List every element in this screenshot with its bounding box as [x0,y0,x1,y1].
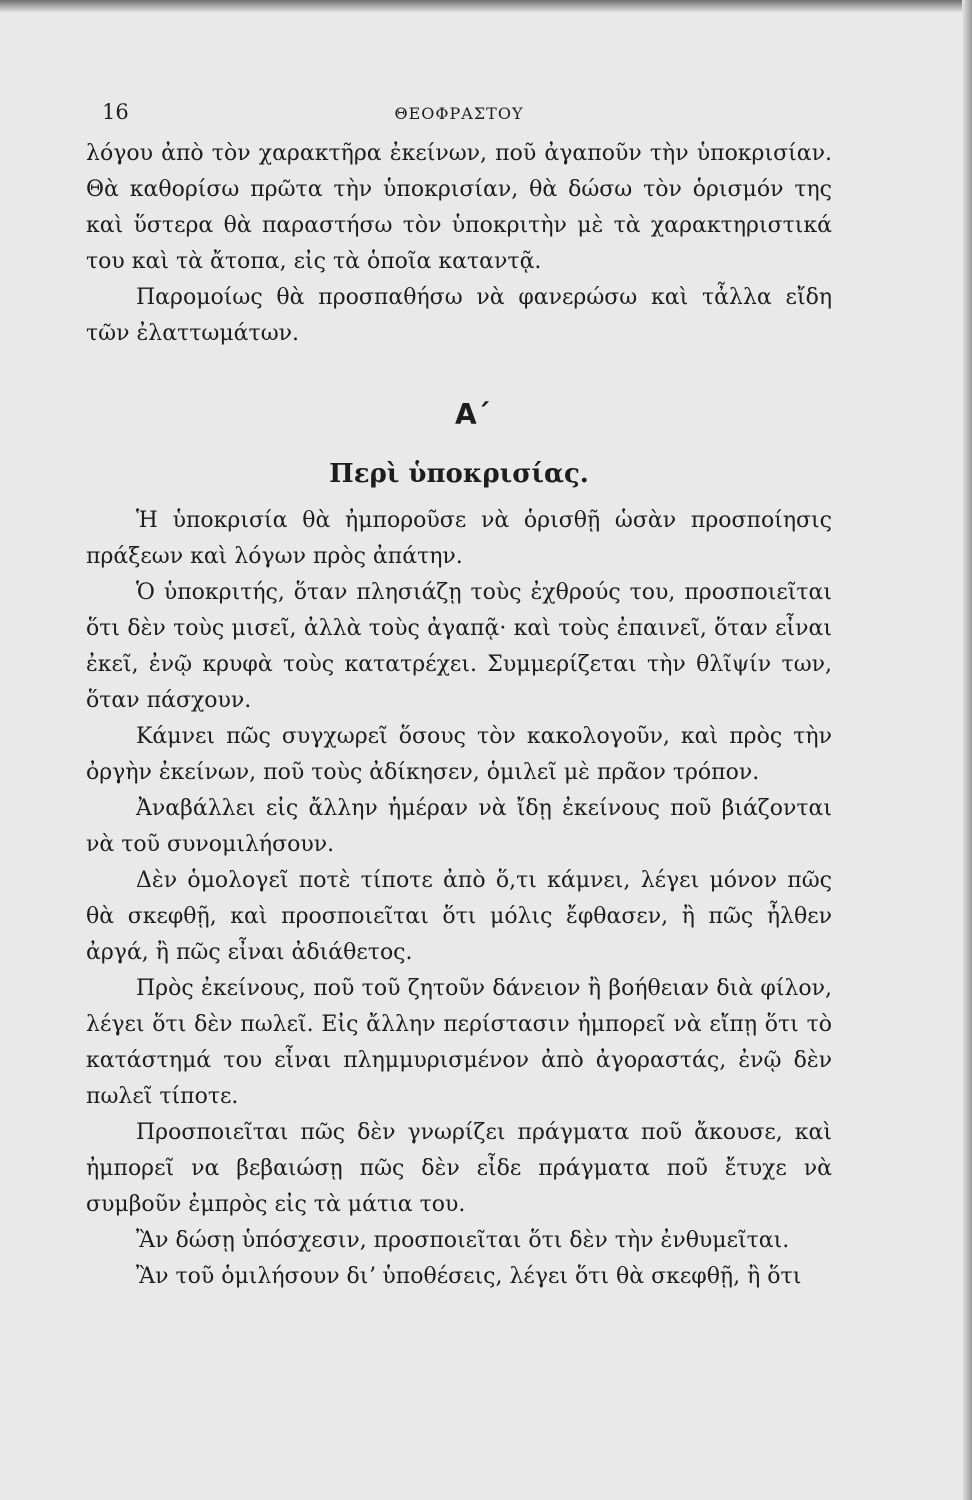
paragraph: Ἂν δώσῃ ὑπόσχεσιν, προσποιεῖται ὅτι δὲν τὴν ἐνθυμεῖται. [136,1228,790,1253]
chapter-number: Α΄ [454,398,490,431]
paragraph: λόγου ἀπὸ τὸν χαρακτῆρα ἐκείνων, ποῦ ἀγαποῦν τὴν ὑποκρισίαν. Θὰ καθορίσω πρῶτα τὴν ὑποκρισίαν, θὰ δώσω τὸν ὁρισμόν της καὶ ὕστερα θὰ παραστήσω τὸν ὑποκριτὴν μὲ τὰ χαρακτηριστικά του καὶ τὰ ἄτοπα, εἰς τὰ ὁποῖα καταντᾷ. [86,141,832,274]
paragraph: Πρὸς ἐκείνους, ποῦ τοῦ ζητοῦν δάνειον ἢ βοήθειαν διὰ φίλον, λέγει ὅτι δὲν πωλεῖ. Εἰς ἄλλην περίστασιν ἠμπορεῖ νὰ εἴπῃ ὅτι τὸ κατάστημά του εἶναι πλημμυρισμένον ἀπὸ ἀγοραστάς, ἐνῷ δὲν πωλεῖ τίποτε. [86,976,832,1109]
paragraph: Προσποιεῖται πῶς δὲν γνωρίζει πράγματα ποῦ ἄκουσε, καὶ ἠμπορεῖ να βεβαιώσῃ πῶς δὲν εἶδε πράγματα ποῦ ἔτυχε νὰ συμβοῦν ἐμπρὸς εἰς τὰ μάτια του. [86,1120,832,1217]
page-header [86,96,832,136]
paragraph: Ἀναβάλλει εἰς ἄλλην ἡμέραν νὰ ἴδῃ ἐκείνους ποῦ βιάζονται νὰ τοῦ συνομιλήσουν. [86,796,832,857]
text-block [86,96,832,1295]
paragraph: Ὁ ὑποκριτής, ὅταν πλησιάζῃ τοὺς ἐχθρούς του, προσποιεῖται ὅτι δὲν τοὺς μισεῖ, ἀλλὰ τοὺς ἀγαπᾷ· καὶ τοὺς ἐπαινεῖ, ὅταν εἶναι ἐκεῖ, ἐνῷ κρυφὰ τοὺς κατατρέχει. Συμμερίζεται τὴν θλῖψίν των, ὅταν πάσχουν. [86,580,832,713]
paragraph: Ἡ ὑποκρισία θὰ ἠμποροῦσε νὰ ὁρισθῇ ὡσὰν προσποίησις πράξεων καὶ λόγων πρὸς ἀπάτην. [86,508,832,569]
chapter-title: Περὶ ὑποκρισίας. [329,459,589,489]
chapter-body [86,503,832,1295]
running-head: ΘΕΟΦΡΑΣΤΟΥ [394,104,524,123]
page-number: 16 [102,100,129,124]
page-right-edge [962,0,972,1500]
paragraph: Ἂν τοῦ ὁμιλήσουν διʼ ὑποθέσεις, λέγει ὅτι θὰ σκεφθῇ, ἢ ὅτι [136,1264,802,1289]
paragraph: Δὲν ὁμολογεῖ ποτὲ τίποτε ἀπὸ ὅ,τι κάμνει, λέγει μόνον πῶς θὰ σκεφθῇ, καὶ προσποιεῖται ὅτι μόλις ἔφθασεν, ἢ πῶς ἦλθεν ἀργά, ἢ πῶς εἶναι ἀδιάθετος. [86,868,832,965]
paragraph: Κάμνει πῶς συγχωρεῖ ὅσους τὸν κακολογοῦν, καὶ πρὸς τὴν ὀργὴν ἐκείνων, ποῦ τοὺς ἀδίκησεν, ὁμιλεῖ μὲ πρᾶον τρόπον. [86,724,832,785]
intro-section [86,136,832,352]
paragraph: Παρομοίως θὰ προσπαθήσω νὰ φανερώσω καὶ τἆλλα εἴδη τῶν ἐλαττωμάτων. [86,285,832,346]
page-top-shadow [0,0,972,12]
